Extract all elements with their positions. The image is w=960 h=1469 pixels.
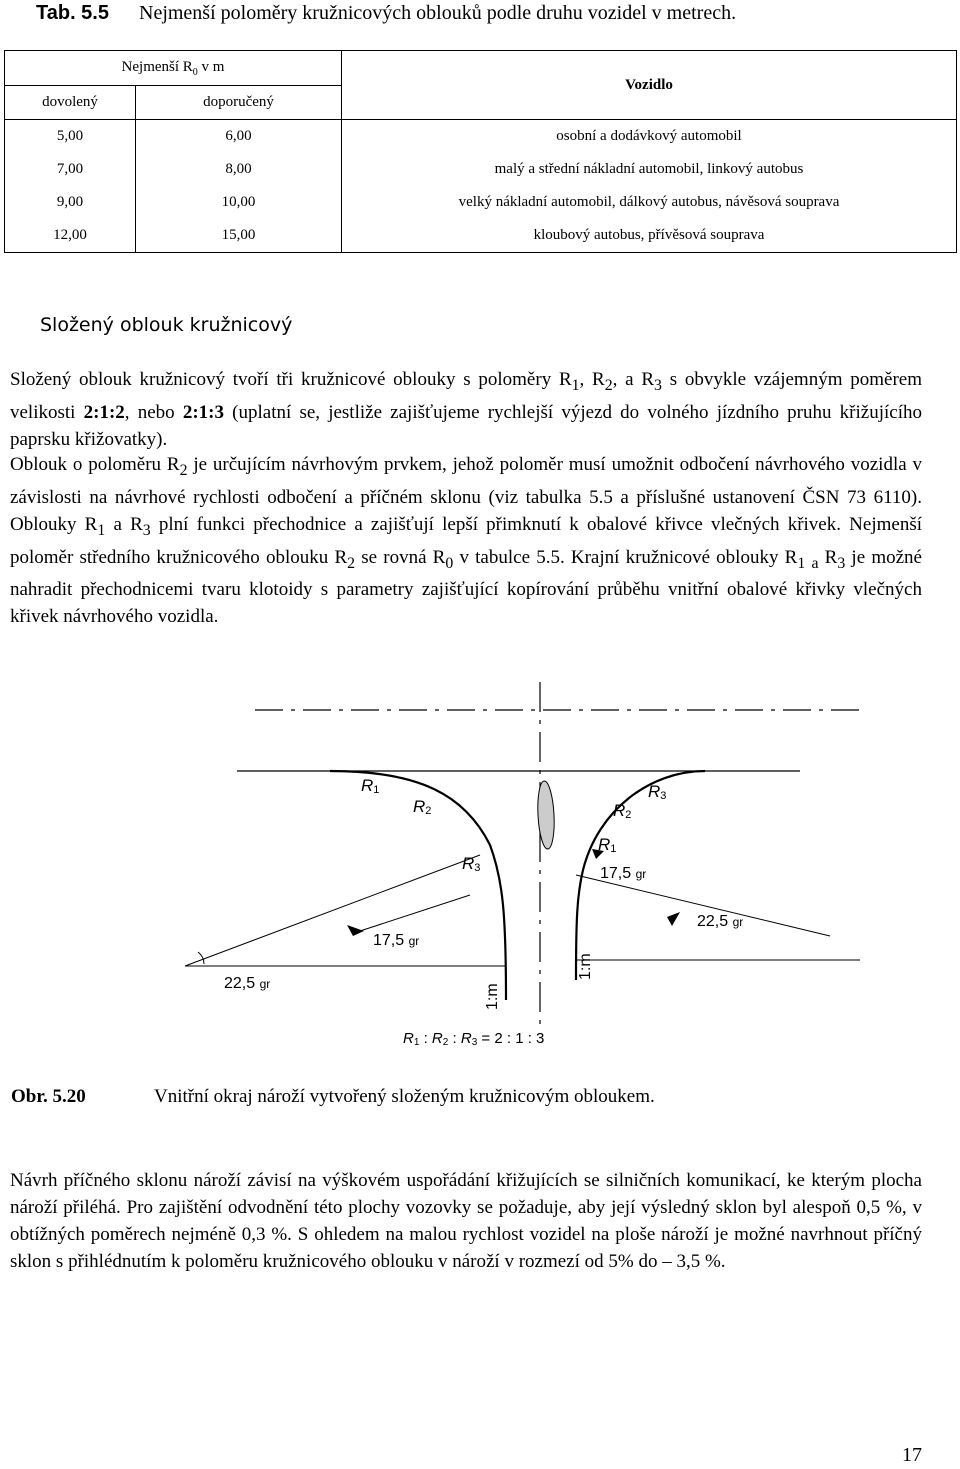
table-caption (36, 0, 736, 26)
ratio-equation: R1 : R2 : R3 = 2 : 1 : 3 (403, 1030, 545, 1048)
figure-caption-text: Vnitřní okraj nároží vytvořený složeným kružnicovým obloukem. (154, 1086, 655, 1107)
label-angle-left-upper: 17,5 gr (373, 932, 420, 949)
header-vehicle: Vozidlo (342, 51, 957, 120)
header-group: Nejmenší $R_0$ v m (5, 51, 342, 86)
section-title: Složený oblouk kružnicový (40, 314, 293, 336)
angle-arrow-icon (667, 912, 680, 926)
label-r3: R3 (462, 854, 481, 874)
label-angle-right-upper: 17,5 gr (600, 865, 647, 882)
table-row: 9,00 10,00 velký nákladní automobil, dálkový autobus, návěsová souprava (5, 186, 957, 219)
label-slope-right: 1:m (577, 953, 594, 980)
traffic-island (536, 781, 556, 850)
label-slope-left: 1:m (484, 983, 501, 1010)
header-allowed: dovolený (5, 86, 136, 120)
label-r1: R1 (361, 776, 380, 796)
label-r2: R2 (413, 797, 432, 817)
table-row: 5,00 6,00 osobní a dodávkový automobil (5, 120, 957, 154)
table-caption-text: Nejmenší poloměry kružnicových oblouků podle druhu vozidel v metrech. (139, 2, 737, 24)
tangent-line (185, 855, 480, 966)
radius-table (4, 50, 957, 253)
table-label: Tab. 5.5 (36, 2, 109, 24)
angle-arc (198, 952, 204, 964)
paragraph-2: Oblouk o poloměru $R_2$ je určujícím návrhovým prvkem, jehož poloměr musí umožnit odbočení návrhového vozidla v závislosti na návrhové rychlosti odbočení a příčném sklonu (viz tabulka 5.5 a příslušné ustanovení ČSN 73 6110). Oblouky $R_1$ a $R_3$ plní funkci přechodnice a zajišťují lepší přimknutí k obalové křivce vlečných křivek. Nejmenší poloměr středního kružnicového oblouku $R_2$ se rovná $R_0$ v tabulce 5.5. Krajní kružnicové oblouky $R_1$ $_a$ $R_3$ je možné nahradit přechodnicemi tvaru klotoidy s parametry zajišťující kopírování průběhu vnitřní obalové křivky vlečných křivek návrhového vozidla. (10, 454, 923, 628)
figure-label: Obr. 5.20 (11, 1086, 86, 1107)
closing-paragraph: Návrh příčného sklonu nároží závisí na výškovém uspořádání křižujících se silničních komunikací, ke kterým plocha nároží přiléhá. Pro zajištění odvodnění této plochy vozovky se požaduje, aby její výsledný sklon byl alespoň 0,5 %, v obtížných poměrech nejméně 0,3 %. S ohledem na malou rychlost vozidel na ploše nároží je možné navrhnout příčný sklon s přihlédnutím k poloměru kružnicového oblouku v nároží v rozmezí od 5% do – 3,5 %. (10, 1170, 922, 1272)
header-recommended: doporučený (136, 86, 342, 120)
label-angle-right-lower: 22,5 gr (697, 913, 744, 930)
tangent-line (360, 895, 470, 931)
compound-curve-figure (0, 670, 960, 1070)
page-number: 17 (902, 1444, 922, 1466)
label-angle-left-lower: 22,5 gr (224, 975, 271, 992)
label-r2-right: R2 (613, 801, 632, 821)
angle-arrow-icon (347, 925, 364, 936)
paragraph-1: Složený oblouk kružnicový tvoří tři kružnicové oblouky s poloměry $R_1$, $R_2$, a $R_3$ s obvykle vzájemným poměrem velikosti 2:1:2, nebo 2:1:3 (uplatní se, jestliže zajišťujeme rychlejší výjezd do volného jízdního pruhu křižujícího paprsku křižovatky). (10, 369, 922, 450)
table-row: 12,00 15,00 kloubový autobus, přívěsová souprava (5, 219, 957, 253)
label-r1-right: R1 (598, 835, 617, 855)
label-r3-right: R3 (648, 782, 667, 802)
table-row: 7,00 8,00 malý a střední nákladní automobil, linkový autobus (5, 153, 957, 186)
